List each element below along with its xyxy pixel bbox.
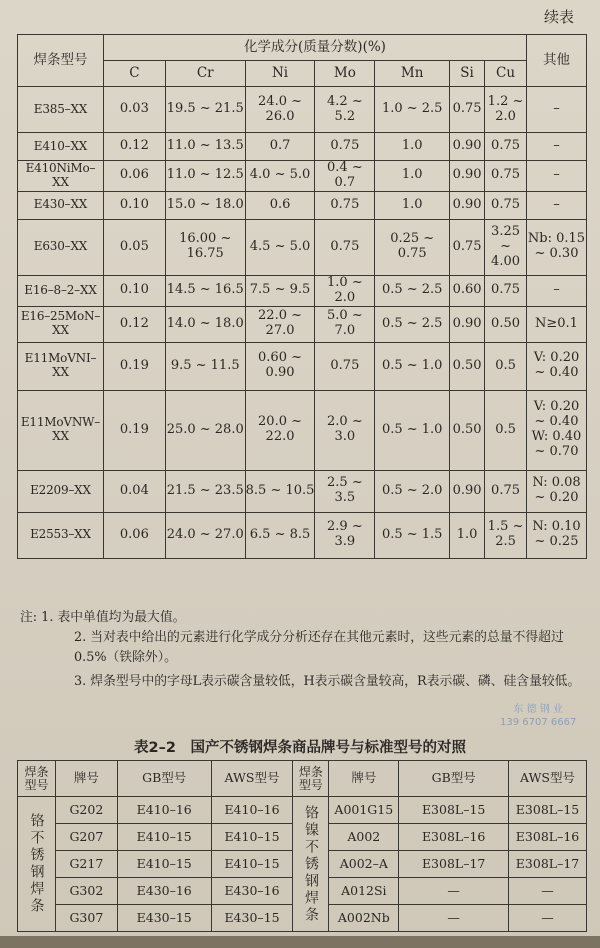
cell-mn: 1.0 — [375, 191, 450, 219]
cell-type: E11MoVNW–XX — [18, 390, 104, 470]
cell-other: – — [527, 87, 587, 133]
cell-mn: 0.5 ~ 1.0 — [375, 342, 450, 390]
watermark-phone: 139 6707 6667 — [500, 717, 577, 728]
header-electrode-type: 焊条型号 — [18, 35, 104, 87]
cell-cr: 24.0 ~ 27.0 — [165, 512, 245, 558]
cell-other: – — [527, 275, 587, 306]
cell-gb-type: E308L–17 — [399, 851, 509, 878]
cell-type: E630–XX — [18, 219, 104, 275]
cell-cu: 0.75 — [485, 161, 527, 192]
cell-mo: 0.75 — [315, 191, 375, 219]
cell-si: 0.50 — [450, 390, 485, 470]
cell-other: V: 0.20 ~ 0.40 W: 0.40 ~ 0.70 — [527, 390, 587, 470]
cell-gb-type: E308L–16 — [399, 824, 509, 851]
cell-aws-type: E308L–17 — [509, 851, 587, 878]
cell-aws-type: E430–15 — [211, 905, 293, 932]
cell-brand: A002 — [329, 824, 399, 851]
table2-title: 表2–2 国产不锈钢焊条商品牌号与标准型号的对照 — [134, 740, 466, 756]
cell-mn: 0.5 ~ 2.0 — [375, 470, 450, 512]
cell-cr: 11.0 ~ 13.5 — [165, 133, 245, 161]
cell-aws-type: E308L–15 — [509, 797, 587, 824]
cell-mo: 0.75 — [315, 219, 375, 275]
cell-si: 0.90 — [450, 161, 485, 192]
cell-cu: 0.5 — [485, 390, 527, 470]
cell-cr: 21.5 ~ 23.5 — [165, 470, 245, 512]
table-row — [18, 191, 587, 219]
continued-label: 续表 — [543, 8, 574, 26]
cell-other: – — [527, 133, 587, 161]
cell-cu: 0.75 — [485, 133, 527, 161]
cell-ni: 22.0 ~ 27.0 — [245, 306, 315, 342]
cell-mn: 1.0 — [375, 133, 450, 161]
cell-mn: 1.0 ~ 2.5 — [375, 87, 450, 133]
cell-brand: G302 — [55, 878, 117, 905]
cell-cu: 0.75 — [485, 470, 527, 512]
cell-si: 0.75 — [450, 219, 485, 275]
cell-cu: 1.5 ~ 2.5 — [485, 512, 527, 558]
header-element-cu: Cu — [485, 61, 527, 87]
table-row — [18, 306, 587, 342]
cell-c: 0.04 — [103, 470, 165, 512]
header-element-mn: Mn — [375, 61, 450, 87]
cell-ni: 24.0 ~ 26.0 — [245, 87, 315, 133]
note-3: 3. 焊条型号中的字母L表示碳含量较低，H表示碳含量较高，R表示碳、磷、硅含量较低。 — [74, 674, 581, 689]
cell-other: N≥0.1 — [527, 306, 587, 342]
cell-cu: 3.25 ~ 4.00 — [485, 219, 527, 275]
cell-gb-type: E410–16 — [117, 797, 211, 824]
header-element-ni: Ni — [245, 61, 315, 87]
cell-aws-type: E430–16 — [211, 878, 293, 905]
cell-si: 0.50 — [450, 342, 485, 390]
cell-other: N: 0.08 ~ 0.20 — [527, 470, 587, 512]
cell-cr: 25.0 ~ 28.0 — [165, 390, 245, 470]
t2-header-aws-left: AWS型号 — [211, 761, 293, 797]
header-element-c: C — [103, 61, 165, 87]
cell-c: 0.19 — [103, 390, 165, 470]
cell-si: 0.90 — [450, 191, 485, 219]
cell-c: 0.03 — [103, 87, 165, 133]
cell-aws-type: — — [509, 905, 587, 932]
cell-mn: 0.25 ~ 0.75 — [375, 219, 450, 275]
cell-type: E410–XX — [18, 133, 104, 161]
cell-gb-type: — — [399, 878, 509, 905]
t2-header-brand-left: 牌号 — [55, 761, 117, 797]
cell-cu: 0.75 — [485, 275, 527, 306]
cell-cr: 9.5 ~ 11.5 — [165, 342, 245, 390]
cell-brand: A002–A — [329, 851, 399, 878]
table-row — [18, 470, 587, 512]
cell-brand: G202 — [55, 797, 117, 824]
cell-mo: 4.2 ~ 5.2 — [315, 87, 375, 133]
cell-brand: G307 — [55, 905, 117, 932]
cell-type: E430–XX — [18, 191, 104, 219]
cell-type: E11MoVNI–XX — [18, 342, 104, 390]
cell-si: 0.90 — [450, 470, 485, 512]
t2-header-brand-right: 牌号 — [329, 761, 399, 797]
cell-brand: G217 — [55, 851, 117, 878]
cell-cr: 14.5 ~ 16.5 — [165, 275, 245, 306]
t2-header-type-right: 焊条型号 — [293, 761, 329, 797]
cell-mo: 2.5 ~ 3.5 — [315, 470, 375, 512]
cell-ni: 8.5 ~ 10.5 — [245, 470, 315, 512]
cell-other: V: 0.20 ~ 0.40 — [527, 342, 587, 390]
cell-cu: 0.75 — [485, 191, 527, 219]
cell-mo: 2.9 ~ 3.9 — [315, 512, 375, 558]
cell-mo: 2.0 ~ 3.0 — [315, 390, 375, 470]
table-row — [18, 797, 587, 824]
header-element-cr: Cr — [165, 61, 245, 87]
t2-header-gb-right: GB型号 — [399, 761, 509, 797]
cell-other: – — [527, 161, 587, 192]
cell-mo: 5.0 ~ 7.0 — [315, 306, 375, 342]
cell-mn: 1.0 — [375, 161, 450, 192]
header-element-si: Si — [450, 61, 485, 87]
cell-mo: 0.75 — [315, 342, 375, 390]
header-chemical-composition: 化学成分(质量分数)(%) — [103, 35, 526, 61]
cell-mn: 0.5 ~ 2.5 — [375, 306, 450, 342]
cell-ni: 4.0 ~ 5.0 — [245, 161, 315, 192]
cell-gb-type: E308L–15 — [399, 797, 509, 824]
cell-other: – — [527, 191, 587, 219]
cell-type: E2209–XX — [18, 470, 104, 512]
cell-si: 1.0 — [450, 512, 485, 558]
table-row — [18, 87, 587, 133]
cell-c: 0.10 — [103, 191, 165, 219]
cell-si: 0.75 — [450, 87, 485, 133]
cell-c: 0.12 — [103, 306, 165, 342]
header-element-mo: Mo — [315, 61, 375, 87]
watermark — [500, 703, 576, 729]
cell-cu: 1.2 ~ 2.0 — [485, 87, 527, 133]
cell-brand: A001G15 — [329, 797, 399, 824]
note-1: 注: 1. 表中单值均为最大值。 — [20, 610, 186, 625]
cell-type: E16–8–2–XX — [18, 275, 104, 306]
cell-type: E16–25MoN–XX — [18, 306, 104, 342]
cell-aws-type: E410–16 — [211, 797, 293, 824]
cell-c: 0.06 — [103, 161, 165, 192]
t2-header-type-left: 焊条型号 — [18, 761, 56, 797]
header-other: 其他 — [527, 35, 587, 87]
cell-brand: A012Si — [329, 878, 399, 905]
cell-type: E385–XX — [18, 87, 104, 133]
cell-cr: 15.0 ~ 18.0 — [165, 191, 245, 219]
cell-cr: 14.0 ~ 18.0 — [165, 306, 245, 342]
cell-c: 0.19 — [103, 342, 165, 390]
page-bottom-edge — [0, 936, 600, 948]
table-row — [18, 161, 587, 192]
cell-cr: 19.5 ~ 21.5 — [165, 87, 245, 133]
cell-mn: 0.5 ~ 2.5 — [375, 275, 450, 306]
cell-c: 0.06 — [103, 512, 165, 558]
t2-header-aws-right: AWS型号 — [509, 761, 587, 797]
cell-ni: 4.5 ~ 5.0 — [245, 219, 315, 275]
cell-brand: A002Nb — [329, 905, 399, 932]
cell-ni: 0.7 — [245, 133, 315, 161]
watermark-name: 东 德 钢 业 — [513, 704, 563, 715]
cell-brand: G207 — [55, 824, 117, 851]
cell-c: 0.05 — [103, 219, 165, 275]
cell-ni: 20.0 ~ 22.0 — [245, 390, 315, 470]
group-label-chromium: 铬不锈钢焊条 — [18, 797, 56, 932]
cell-gb-type: E430–15 — [117, 905, 211, 932]
table-row — [18, 342, 587, 390]
cell-c: 0.12 — [103, 133, 165, 161]
chemical-composition-table — [17, 34, 587, 559]
cell-mo: 1.0 ~ 2.0 — [315, 275, 375, 306]
brand-standard-table — [17, 760, 587, 932]
table-row — [18, 275, 587, 306]
cell-cu: 0.5 — [485, 342, 527, 390]
cell-si: 0.60 — [450, 275, 485, 306]
cell-si: 0.90 — [450, 133, 485, 161]
cell-mn: 0.5 ~ 1.0 — [375, 390, 450, 470]
cell-aws-type: E308L–16 — [509, 824, 587, 851]
cell-other: Nb: 0.15 ~ 0.30 — [527, 219, 587, 275]
cell-aws-type: E410–15 — [211, 824, 293, 851]
cell-cr: 16.00 ~ 16.75 — [165, 219, 245, 275]
cell-si: 0.90 — [450, 306, 485, 342]
cell-gb-type: E430–16 — [117, 878, 211, 905]
cell-other: N: 0.10 ~ 0.25 — [527, 512, 587, 558]
cell-aws-type: — — [509, 878, 587, 905]
cell-cu: 0.50 — [485, 306, 527, 342]
cell-mo: 0.75 — [315, 133, 375, 161]
cell-gb-type: E410–15 — [117, 851, 211, 878]
cell-gb-type: E410–15 — [117, 824, 211, 851]
table-row — [18, 133, 587, 161]
t2-header-gb-left: GB型号 — [117, 761, 211, 797]
table-row — [18, 219, 587, 275]
cell-c: 0.10 — [103, 275, 165, 306]
cell-ni: 0.6 — [245, 191, 315, 219]
cell-ni: 6.5 ~ 8.5 — [245, 512, 315, 558]
cell-cr: 11.0 ~ 12.5 — [165, 161, 245, 192]
cell-type: E2553–XX — [18, 512, 104, 558]
cell-mn: 0.5 ~ 1.5 — [375, 512, 450, 558]
cell-type: E410NiMo–XX — [18, 161, 104, 192]
cell-mo: 0.4 ~ 0.7 — [315, 161, 375, 192]
table-row — [18, 512, 587, 558]
group-label-chromium-nickel: 铬镍不锈钢焊条 — [293, 797, 329, 932]
table-row — [18, 390, 587, 470]
cell-aws-type: E410–15 — [211, 851, 293, 878]
cell-ni: 7.5 ~ 9.5 — [245, 275, 315, 306]
note-2: 2. 当对表中给出的元素进行化学成分分析还存在其他元素时，这些元素的总量不得超过0.5%（铁除外）。 — [74, 630, 564, 665]
cell-gb-type: — — [399, 905, 509, 932]
cell-ni: 0.60 ~ 0.90 — [245, 342, 315, 390]
